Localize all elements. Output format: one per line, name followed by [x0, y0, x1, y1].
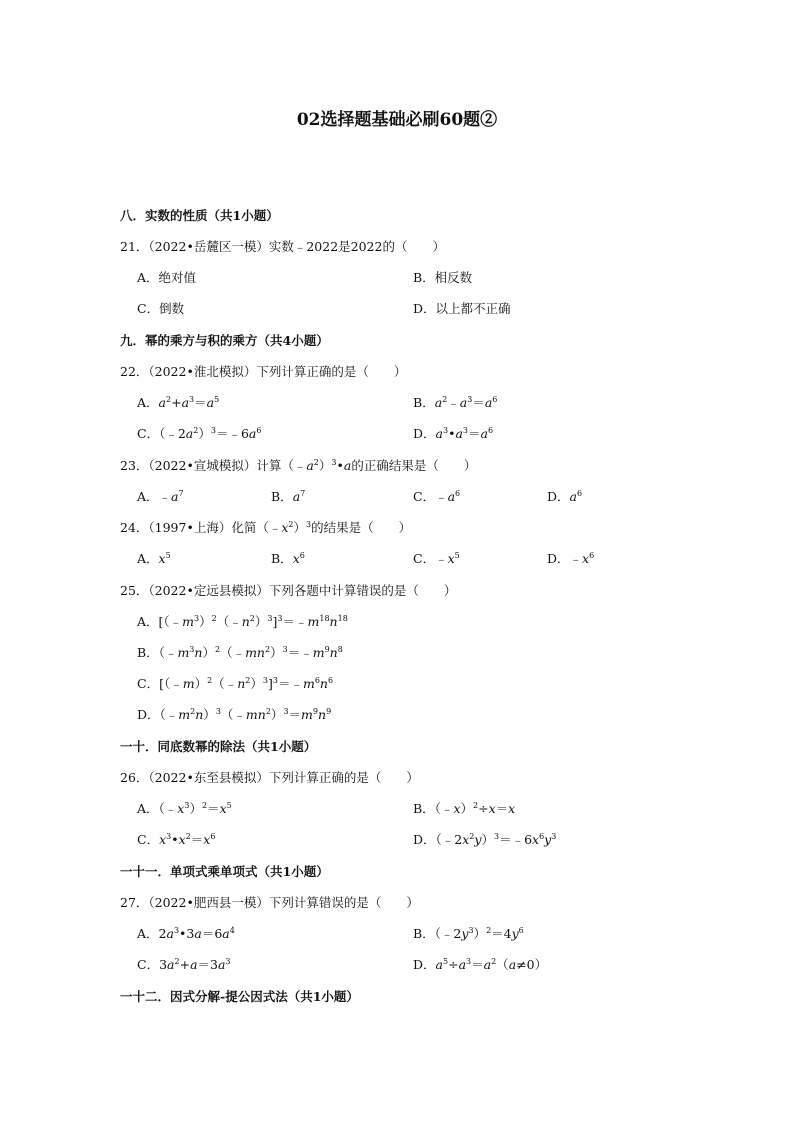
section-heading: 九．幂的乘方与积的乘方（共4小题）	[120, 333, 329, 348]
q24-option-a: A．$x^5$	[137, 551, 171, 566]
section-heading: 一十一．单项式乘单项式（共1小题）	[120, 864, 329, 879]
section-heading: 一十二．因式分解-提公因式法（共1小题）	[120, 989, 359, 1004]
section-heading: 一十．同底数幂的除法（共1小题）	[120, 739, 317, 754]
q26-option-d: D．$(﹣2x^2y)^3=﹣6x^6y^3$	[413, 832, 557, 847]
q23-option-c: C．$﹣a^6$	[413, 489, 461, 504]
q25-option-a: A．$[(﹣m^3)^2(﹣n^2)^3]^3=﹣m^{18}n^{18}$	[137, 614, 348, 629]
q21-option-c: C．倒数	[137, 301, 185, 316]
question-21-stem: 21．（2022•岳麓区一模）实数﹣2022是2022的（ ）	[120, 239, 445, 254]
q23-option-d: D．$a^6$	[547, 489, 583, 504]
question-22-stem: 22．（2022•淮北模拟）下列计算正确的是（ ）	[120, 364, 407, 379]
q25-option-d: D．$(﹣m^2n)^3(﹣mn^2)^3=m^9n^9$	[137, 707, 332, 722]
q24-option-d: D．$﹣x^6$	[547, 551, 595, 566]
section-heading: 八．实数的性质（共1小题）	[120, 208, 279, 223]
q21-option-d: D．以上都不正确	[413, 301, 511, 316]
q27-option-d: D．$a^5\div a^3=a^2(a\ne 0)$	[413, 957, 548, 972]
q23-option-b: B．$a^7$	[271, 489, 306, 504]
q24-option-b: B．$x^6$	[271, 551, 305, 566]
question-25-stem: 25．（2022•定远县模拟）下列各题中计算错误的是（ ）	[120, 583, 457, 598]
question-27-stem: 27．（2022•肥西县一模）下列计算错误的是（ ）	[120, 895, 419, 910]
q22-option-a: A．$a^2+a^3=a^5$	[137, 395, 220, 410]
q27-option-b: B．$(﹣2y^3)^2=4y^6$	[413, 926, 524, 941]
q21-option-b: B．相反数	[413, 270, 473, 285]
question-24-stem: 24．（1997•上海）化简$(﹣x^2)^3$的结果是（ ）	[120, 520, 412, 535]
q21-option-a: A．绝对值	[137, 270, 197, 285]
q23-option-a: A．$﹣a^7$	[137, 489, 184, 504]
document-title: 02选择题基础必刷60题②	[296, 110, 498, 130]
q22-option-c: C．$(﹣2a^2)^3=﹣6a^6$	[137, 426, 262, 441]
q26-option-a: A．$(﹣x^3)^2=x^5$	[137, 801, 232, 816]
q25-option-c: C．$[(﹣m)^2(﹣n^2)^3]^3=﹣m^6n^6$	[137, 676, 334, 691]
q24-option-c: C．$﹣x^5$	[413, 551, 460, 566]
q22-option-d: D．$a^3•a^3=a^6$	[413, 426, 494, 441]
q25-option-b: B．$(﹣m^3n)^2(﹣mn^2)^3=﹣m^9n^8$	[137, 645, 343, 660]
question-23-stem: 23．（2022•宣城模拟）计算$(﹣a^2)^3•a$的正确结果是（ ）	[120, 458, 477, 473]
q26-option-b: B．（﹣x）$^2$÷x＝x	[413, 801, 516, 816]
q27-option-c: C．$3a^2+a=3a^3$	[137, 957, 231, 972]
q26-option-c: C．$x^3•x^2=x^6$	[137, 832, 216, 847]
q27-option-a: A．$2a^3•3a=6a^4$	[137, 926, 235, 941]
question-26-stem: 26．（2022•东至县模拟）下列计算正确的是（ ）	[120, 770, 419, 785]
q22-option-b: B．$a^2﹣a^3=a^6$	[413, 395, 498, 410]
